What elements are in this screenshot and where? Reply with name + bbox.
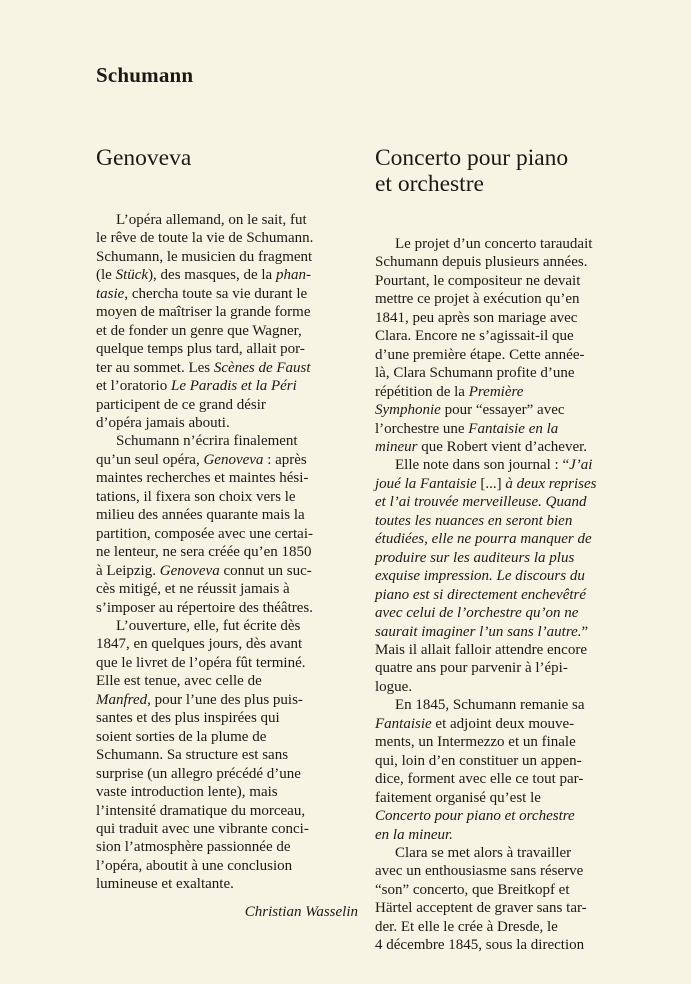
- text-line: l’opéra, aboutit à une conclusion: [96, 857, 293, 874]
- text-line: lumineuse et exaltante.: [96, 876, 234, 893]
- text-line: mineur que Robert vient d’achever.: [375, 438, 588, 455]
- text-line: milieu des années quarante mais la: [96, 507, 305, 524]
- text-line: avec celui de l’orchestre qu’on ne: [375, 605, 579, 622]
- text-line: étudiées, elle ne pourra manquer de: [375, 531, 592, 548]
- text-line: qui traduit avec une vibrante conci-: [96, 820, 309, 837]
- text-line: sion l’atmosphère passionnée de: [96, 839, 291, 856]
- text-line: Manfred, pour l’une des plus puis-: [96, 691, 303, 708]
- text-line: exquise impression. Le discours du: [375, 568, 585, 585]
- text-line: et de fonder un genre que Wagner,: [96, 322, 302, 339]
- paragraph: [375, 844, 637, 955]
- text-line: surprise (un allegro précédé d’une: [96, 765, 301, 782]
- text-line: Schumann. Sa structure est sans: [96, 747, 289, 764]
- text-line: “son” concerto, que Breitkopf et: [375, 881, 570, 898]
- paragraph: [96, 432, 358, 617]
- text-line: s’imposer au répertoire des théâtres.: [96, 599, 313, 616]
- paragraph: [375, 456, 637, 696]
- text-line: L’opéra allemand, on le sait, fut: [116, 212, 307, 228]
- text-line: ments, un Intermezzo et un finale: [375, 734, 576, 751]
- text-line: maintes recherches et maintes hési-: [96, 470, 309, 487]
- text-line: Pourtant, le compositeur ne devait: [375, 272, 581, 289]
- text-line: Le projet d’un concerto taraudait: [395, 236, 593, 252]
- page-header: Schumann: [96, 63, 194, 87]
- text-line: d’une première étape. Cette année-: [375, 346, 585, 363]
- text-line: et l’oratorio Le Paradis et la Péri: [96, 378, 297, 395]
- text-line: joué la Fantaisie [...] à deux reprises: [375, 475, 597, 492]
- article-body: [96, 211, 358, 894]
- text-line: l’intensité dramatique du morceau,: [96, 802, 306, 819]
- text-line: avec un enthousiasme sans réserve: [375, 863, 584, 880]
- text-line: produire sur les auditeurs la plus: [375, 549, 575, 566]
- text-line: Mais il allait falloir attendre encore: [375, 641, 587, 658]
- paragraph: [96, 211, 358, 432]
- text-line: soient sorties de la plume de: [96, 728, 267, 745]
- article-concerto: [375, 145, 637, 955]
- text-line: Elle note dans son journal : “J’ai: [395, 457, 593, 474]
- text-line: Fantaisie et adjoint deux mouve-: [375, 715, 575, 732]
- text-line: Concerto pour piano et orchestre: [375, 808, 575, 825]
- paragraph: [375, 696, 637, 844]
- author-signature: Christian Wasselin: [244, 903, 358, 920]
- text-line: 1841, peu après son mariage avec: [375, 309, 578, 326]
- text-line: le rêve de toute la vie de Schumann.: [96, 230, 314, 247]
- text-line: tations, il fixera son choix vers le: [96, 488, 296, 505]
- text-line: Schumann depuis plusieurs années.: [375, 254, 588, 271]
- title-line-1: Concerto pour piano: [375, 145, 569, 171]
- text-line: logue.: [375, 678, 413, 695]
- article-title: Genoveva: [96, 145, 192, 171]
- paragraph: [96, 617, 358, 894]
- text-line: l’orchestre une Fantaisie en la: [375, 420, 559, 437]
- text-line: santes et des plus inspirées qui: [96, 710, 280, 727]
- text-line: L’ouverture, elle, fut écrite dès: [116, 617, 301, 634]
- paragraph: [375, 235, 637, 456]
- text-line: quatre ans pour parvenir à l’épi-: [375, 660, 568, 677]
- text-line: qu’un seul opéra, Genoveva : après: [96, 451, 307, 468]
- article-genoveva: [96, 145, 358, 921]
- text-line: Symphonie pour “essayer” avec: [375, 402, 565, 419]
- text-line: en la mineur.: [375, 826, 453, 843]
- text-line: mettre ce projet à exécution qu’en: [375, 291, 580, 308]
- text-line: quelque temps plus tard, allait por-: [96, 341, 305, 358]
- text-line: En 1845, Schumann remanie sa: [395, 697, 585, 714]
- text-line: Elle est tenue, avec celle de: [96, 673, 262, 690]
- text-line: dice, forment avec elle ce tout par-: [375, 771, 584, 788]
- text-line: ter au sommet. Les Scènes de Faust: [96, 359, 311, 376]
- text-line: der. Et elle le crée à Dresde, le: [375, 918, 558, 935]
- article-body: [375, 235, 637, 955]
- text-line: participent de ce grand désir: [96, 396, 266, 413]
- text-line: faitement organisé qu’est le: [375, 789, 541, 806]
- text-line: répétition de la Première: [375, 383, 524, 400]
- text-line: vaste introduction lente), mais: [96, 784, 278, 801]
- article-title: [375, 145, 637, 197]
- text-line: Clara se met alors à travailler: [395, 844, 572, 861]
- text-line: ne lenteur, ne sera créée qu’en 1850: [96, 544, 312, 561]
- text-line: d’opéra jamais abouti.: [96, 414, 230, 431]
- text-line: moyen de maîtriser la grande forme: [96, 304, 311, 321]
- text-line: 1847, en quelques jours, dès avant: [96, 636, 303, 653]
- text-line: saurait imaginer l’un sans l’autre.”: [375, 623, 589, 640]
- title-line-2: et orchestre: [375, 171, 484, 197]
- text-line: Härtel acceptent de graver sans tar-: [375, 900, 587, 917]
- text-line: 4 décembre 1845, sous la direction: [375, 937, 585, 954]
- text-line: Schumann, le musicien du fragment: [96, 248, 313, 265]
- text-line: tasie, chercha toute sa vie durant le: [96, 285, 308, 302]
- text-line: là, Clara Schumann profite d’une: [375, 365, 575, 382]
- text-line: qui, loin d’en constituer un appen-: [375, 752, 582, 769]
- text-line: Clara. Encore ne s’agissait-il que: [375, 328, 574, 345]
- text-line: piano est si directement enchevêtré: [375, 586, 587, 603]
- text-line: Schumann n’écrira finalement: [116, 433, 298, 450]
- text-line: que le livret de l’opéra fût terminé.: [96, 654, 306, 671]
- text-line: toutes les nuances en seront bien: [375, 512, 573, 529]
- text-line: et l’ai trouvée merveilleuse. Quand: [375, 494, 587, 511]
- text-line: cès mitigé, et ne réussit jamais à: [96, 581, 290, 598]
- text-line: à Leipzig. Genoveva connut un suc-: [96, 562, 312, 579]
- text-line: partition, composée avec une certai-: [96, 525, 313, 542]
- text-line: (le Stück), des masques, de la phan-: [96, 267, 311, 284]
